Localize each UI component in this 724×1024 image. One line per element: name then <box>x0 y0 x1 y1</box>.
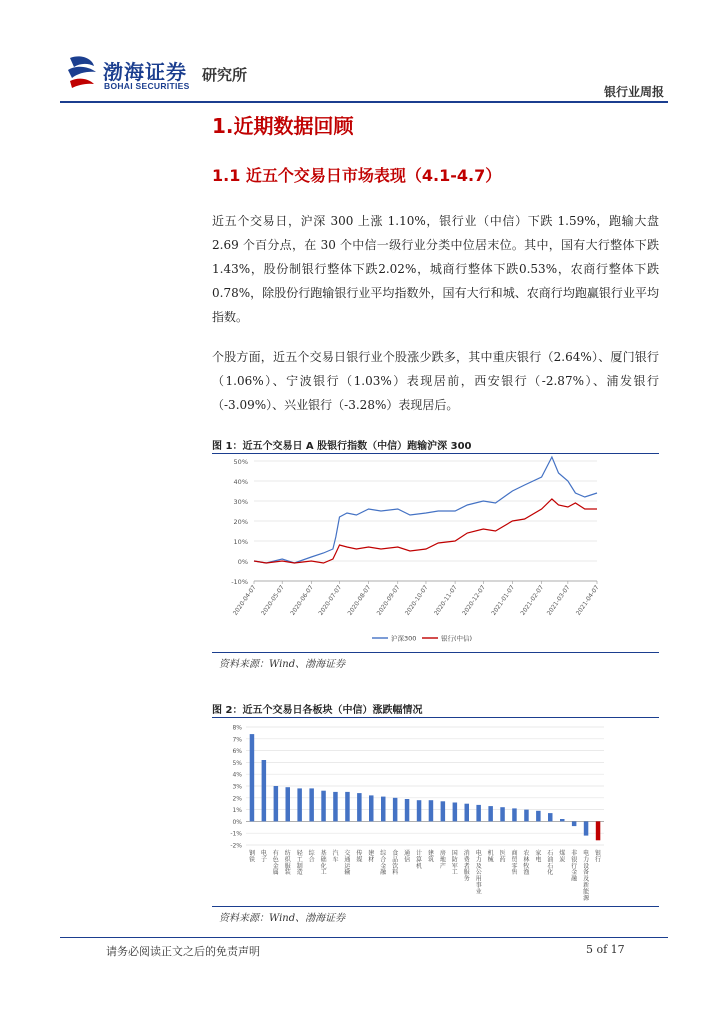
paragraph-individual-stocks: 个股方面，近五个交易日银行业个股涨少跌多，其中重庆银行（2.64%）、厦门银行（1.06%）、宁波银行（1.03%）表现居前，西安银行（-2.87%）、浦发银行（-3.09%）、兴业银行（-3.28%）表现居后。 <box>212 350 659 412</box>
page-number: 5 of 17 <box>586 943 625 956</box>
x-tick-label: 2020-12-07 <box>461 584 487 617</box>
bar-电力设备及新能源 <box>584 821 589 835</box>
x-tick-label: 2020-09-07 <box>375 584 402 617</box>
category-label: 银行 <box>594 850 602 864</box>
x-tick-label: 2021-04-07 <box>574 584 601 617</box>
bar-国防军工 <box>453 803 458 822</box>
y-tick-label: 0% <box>232 818 242 826</box>
logo-english-name: BOHAI SECURITIES <box>104 81 190 91</box>
bar-纺织服装 <box>286 787 291 821</box>
category-label: 国防军工 <box>451 850 458 877</box>
x-tick-label: 2020-07-07 <box>317 584 344 617</box>
bar-传媒 <box>357 793 362 821</box>
y-tick-label: 30% <box>233 498 248 506</box>
category-label: 基础化工 <box>320 850 327 877</box>
x-tick-label: 2020-11-07 <box>433 584 459 617</box>
bar-基础化工 <box>321 791 326 822</box>
bar-通信 <box>405 799 410 821</box>
category-label: 钢铁 <box>248 850 256 864</box>
figure1-title: 图 1：近五个交易日 A 股银行指数（中信）跑输沪深 300 <box>212 441 472 452</box>
category-label: 房地产 <box>439 850 446 870</box>
y-tick-label: 5% <box>232 759 242 767</box>
figure2-bottom-rule <box>212 906 659 907</box>
institute-label: 研究所 <box>202 66 248 84</box>
figure1-bottom-rule <box>212 652 659 653</box>
y-tick-label: 1% <box>232 807 242 815</box>
x-tick-label: 2021-03-07 <box>545 584 572 617</box>
bar-轻工制造 <box>297 788 302 821</box>
subsection-heading: 1.1 近五个交易日市场表现（4.1-4.7） <box>212 166 502 185</box>
y-tick-label: 4% <box>232 771 242 779</box>
category-label: 电力设备及新能源 <box>583 850 590 902</box>
category-label: 计算机 <box>415 850 423 870</box>
y-tick-label: -10% <box>231 578 248 586</box>
category-label: 石油石化 <box>547 850 554 877</box>
bar-汽车 <box>333 792 338 822</box>
y-tick-label: 6% <box>232 748 242 756</box>
category-label: 有色金属 <box>272 850 279 877</box>
series-line-1 <box>254 499 597 563</box>
paragraph-market-performance: 近五个交易日，沪深 300 上涨 1.10%，银行业（中信）下跌 1.59%，跑输大盘 2.69 个百分点，在 30 个中信一级行业分类中位居末位。其中，国有大行整体下跌1.43%，股份制银行整体下跌2.02%，城商行整体下跌0.53%，农商行整体下跌 0.78%，除股份行跑输银行业平均指数外，国有大行和城、农商行均跑赢银行业平均指数。 <box>212 214 659 324</box>
y-tick-label: 7% <box>232 736 242 744</box>
y-tick-label: 3% <box>232 783 242 791</box>
category-label: 建筑 <box>427 850 435 864</box>
series-line-0 <box>254 457 597 563</box>
y-tick-label: 10% <box>233 538 248 546</box>
category-label: 传媒 <box>356 850 363 864</box>
footer-disclaimer: 请务必阅读正文之后的免责声明 <box>106 945 260 958</box>
category-label: 煤炭 <box>559 850 566 864</box>
bar-商贸零售 <box>512 808 517 821</box>
legend-label: 沪深300 <box>391 634 417 643</box>
bar-建筑 <box>429 800 434 821</box>
bar-煤炭 <box>560 819 565 821</box>
legend-label: 银行(中信) <box>441 634 473 643</box>
y-tick-label: 2% <box>232 795 242 803</box>
category-label: 综合金融 <box>380 850 387 877</box>
bar-综合 <box>309 788 314 821</box>
x-tick-label: 2021-02-07 <box>519 584 546 617</box>
bar-交通运输 <box>345 792 350 822</box>
category-label: 非银行金融 <box>571 850 578 883</box>
category-label: 纺织服装 <box>284 850 291 877</box>
report-type: 银行业周报 <box>603 85 664 99</box>
x-tick-label: 2020-10-07 <box>403 584 430 617</box>
bar-钢铁 <box>250 734 255 821</box>
category-label: 家电 <box>535 850 542 864</box>
category-label: 汽车 <box>332 850 339 864</box>
bar-建材 <box>369 795 374 821</box>
x-tick-label: 2021-01-07 <box>490 584 517 617</box>
bar-电力及公用事业 <box>476 805 481 822</box>
bar-食品饮料 <box>393 798 398 822</box>
category-label: 食品饮料 <box>392 850 399 877</box>
category-label: 综合 <box>308 850 315 864</box>
y-tick-label: -1% <box>230 830 242 838</box>
category-label: 商贸零售 <box>511 850 518 877</box>
y-tick-label: 8% <box>232 724 242 732</box>
category-label: 医药 <box>499 850 506 864</box>
category-label: 电力及公用事业 <box>475 850 482 896</box>
x-tick-label: 2020-04-07 <box>231 584 258 617</box>
y-tick-label: 40% <box>233 478 248 486</box>
y-tick-label: 20% <box>233 518 248 526</box>
bar-电子 <box>262 760 267 821</box>
bar-有色金属 <box>274 786 279 821</box>
bar-石油石化 <box>548 813 553 821</box>
bar-医药 <box>500 807 505 821</box>
logo-chinese-name: 渤海证券 <box>103 60 187 84</box>
bar-机械 <box>488 806 493 821</box>
figure1-source: 资料来源：Wind、渤海证券 <box>219 659 346 670</box>
bar-农林牧渔 <box>524 810 529 822</box>
category-label: 机械 <box>487 850 494 864</box>
bar-家电 <box>536 811 541 822</box>
figure2-title: 图 2：近五个交易日各板块（中信）涨跌幅情况 <box>212 705 423 716</box>
bar-计算机 <box>417 800 422 821</box>
figure2-top-rule <box>212 717 659 718</box>
category-label: 交通运输 <box>344 850 351 877</box>
bar-房地产 <box>441 801 446 821</box>
y-tick-label: 50% <box>233 458 248 466</box>
header-divider <box>60 101 668 103</box>
y-tick-label: -2% <box>230 842 242 850</box>
footer-divider <box>60 937 668 938</box>
figure2-source: 资料来源：Wind、渤海证券 <box>219 913 346 924</box>
bar-银行 <box>596 821 601 840</box>
x-tick-label: 2020-08-07 <box>346 584 373 617</box>
bar-综合金融 <box>381 797 386 822</box>
category-label: 建材 <box>368 850 375 864</box>
x-tick-label: 2020-05-07 <box>260 584 286 617</box>
category-label: 轻工制造 <box>296 850 303 877</box>
category-label: 消费者服务 <box>463 850 470 883</box>
category-label: 通信 <box>404 850 411 864</box>
company-logo-icon <box>66 54 98 88</box>
x-tick-label: 2020-06-07 <box>289 584 315 617</box>
line-chart-bank-vs-hs300 <box>212 455 659 651</box>
figure1-top-rule <box>212 453 659 454</box>
y-tick-label: 0% <box>237 558 248 566</box>
bar-非银行金融 <box>572 821 577 826</box>
category-label: 电子 <box>260 850 267 864</box>
bar-chart-sector-returns <box>212 719 659 905</box>
bar-消费者服务 <box>465 804 470 822</box>
category-label: 农林牧渔 <box>523 850 530 877</box>
section-heading: 1.近期数据回顾 <box>212 114 354 138</box>
